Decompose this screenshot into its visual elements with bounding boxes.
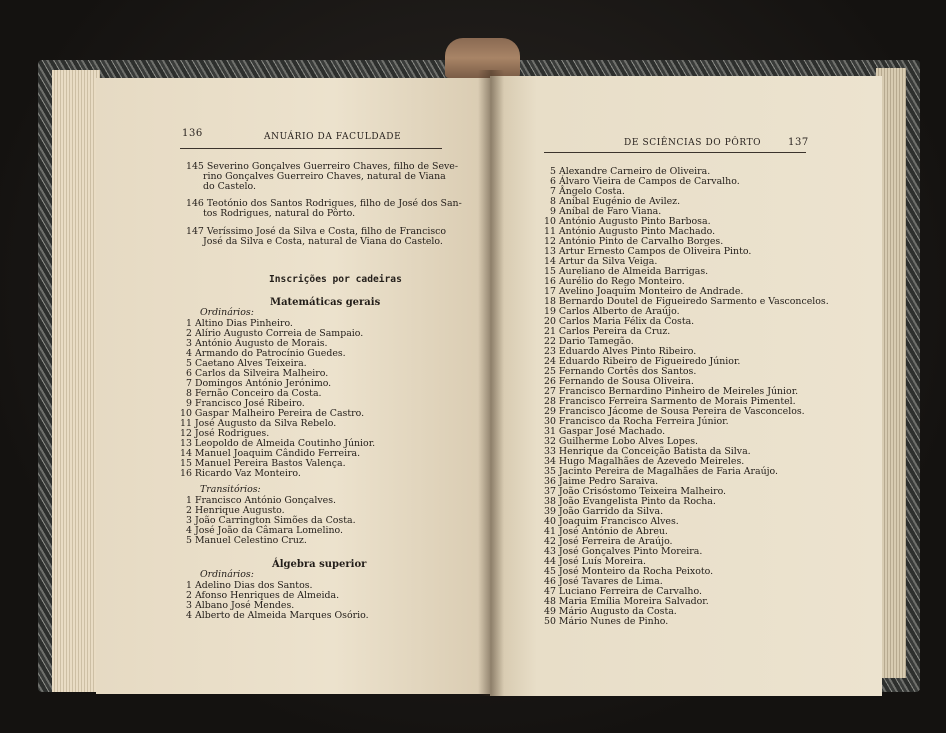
page-edges-left bbox=[52, 70, 100, 692]
group-label-ordinarios: Ordinários: bbox=[200, 569, 254, 580]
list-item: 33 Henrique da Conceição Batista da Silva. bbox=[544, 446, 751, 457]
list-item: 31 Gaspar José Machado. bbox=[544, 426, 666, 437]
subject-title-algebra: Álgebra superior bbox=[272, 559, 367, 570]
list-item: 2 Alírio Augusto Correia de Sampaio. bbox=[186, 328, 364, 339]
list-item: 19 Carlos Alberto de Araújo. bbox=[544, 306, 680, 317]
list-item: 5 Alexandre Carneiro de Oliveira. bbox=[550, 166, 711, 177]
left-page-number: 136 bbox=[182, 128, 203, 139]
list-item: 15 Aureliano de Almeida Barrigas. bbox=[544, 266, 709, 277]
list-item: 24 Eduardo Ribeiro de Figueiredo Júnior. bbox=[544, 356, 741, 367]
group-label-ordinarios: Ordinários: bbox=[200, 307, 254, 318]
list-item: 3 António Augusto de Morais. bbox=[186, 338, 328, 349]
list-item: 45 José Monteiro da Rocha Peixoto. bbox=[544, 566, 714, 577]
list-item: 9 Francisco José Ribeiro. bbox=[186, 398, 305, 409]
list-item: 12 António Pinto de Carvalho Borges. bbox=[544, 236, 724, 247]
right-running-head: DE SCIÊNCIAS DO PÔRTO bbox=[624, 138, 762, 148]
list-item: 7 Domingos António Jerónimo. bbox=[186, 378, 332, 389]
list-item: 50 Mário Nunes de Pinho. bbox=[544, 616, 669, 627]
list-item: 41 José António de Abreu. bbox=[544, 526, 668, 537]
right-page bbox=[490, 76, 882, 696]
list-item: 48 Maria Emília Moreira Salvador. bbox=[544, 596, 709, 607]
list-item: 27 Francisco Bernardino Pinheiro de Meireles Júnior. bbox=[544, 386, 799, 397]
list-item: 1 Altino Dias Pinheiro. bbox=[186, 318, 293, 329]
list-item: 13 Artur Ernesto Campos de Oliveira Pinto. bbox=[544, 246, 752, 257]
left-page bbox=[96, 78, 492, 694]
list-item: 8 Fernão Conceiro da Costa. bbox=[186, 388, 322, 399]
list-item: 32 Guilherme Lobo Alves Lopes. bbox=[544, 436, 699, 447]
entry-147: 147 Veríssimo José da Silva e Costa, filho de Francisco José da Silva e Costa, natural de Viana do Castelo. bbox=[186, 226, 447, 247]
list-item: 15 Manuel Pereira Bastos Valença. bbox=[180, 458, 346, 469]
list-item: 37 João Crisóstomo Teixeira Malheiro. bbox=[544, 486, 727, 497]
list-item: 5 Manuel Celestino Cruz. bbox=[186, 535, 307, 546]
right-page-number: 137 bbox=[788, 137, 809, 148]
list-item: 7 Ângelo Costa. bbox=[550, 186, 625, 197]
list-item: 11 António Augusto Pinto Machado. bbox=[544, 226, 716, 237]
list-item: 22 Dario Tamegão. bbox=[544, 336, 634, 347]
left-running-head: ANUÁRIO DA FACULDADE bbox=[264, 132, 402, 142]
list-item: 4 José João da Câmara Lomelino. bbox=[186, 525, 343, 536]
list-item: 1 Francisco António Gonçalves. bbox=[186, 495, 337, 506]
list-item: 2 Afonso Henriques de Almeida. bbox=[186, 590, 340, 601]
list-item: 3 Albano José Mendes. bbox=[186, 600, 295, 611]
list-item: 34 Hugo Magalhães de Azevedo Meireles. bbox=[544, 456, 745, 467]
list-item: 14 Manuel Joaquim Cândido Ferreira. bbox=[180, 448, 361, 459]
list-item: 2 Henrique Augusto. bbox=[186, 505, 285, 516]
list-item: 35 Jacinto Pereira de Magalhães de Faria Araújo. bbox=[544, 466, 779, 477]
list-item: 6 Álvaro Vieira de Campos de Carvalho. bbox=[550, 176, 740, 187]
list-item: 26 Fernando de Sousa Oliveira. bbox=[544, 376, 694, 387]
list-item: 36 Jaime Pedro Saraiva. bbox=[544, 476, 659, 487]
list-item: 10 Gaspar Malheiro Pereira de Castro. bbox=[180, 408, 365, 419]
list-item: 20 Carlos Maria Félix da Costa. bbox=[544, 316, 695, 327]
list-item: 43 José Gonçalves Pinto Moreira. bbox=[544, 546, 703, 557]
section-title: Inscrições por cadeiras bbox=[269, 274, 402, 285]
list-item: 21 Carlos Pereira da Cruz. bbox=[544, 326, 671, 337]
list-item: 13 Leopoldo de Almeida Coutinho Júnior. bbox=[180, 438, 376, 449]
list-item: 47 Luciano Ferreira de Carvalho. bbox=[544, 586, 702, 597]
list-item: 14 Artur da Silva Veiga. bbox=[544, 256, 658, 267]
list-item: 11 José Augusto da Silva Rebelo. bbox=[180, 418, 337, 429]
right-header-rule bbox=[544, 152, 806, 153]
list-item: 44 José Luís Moreira. bbox=[544, 556, 647, 567]
list-item: 23 Eduardo Alves Pinto Ribeiro. bbox=[544, 346, 697, 357]
subject-title-mathematics: Matemáticas gerais bbox=[270, 297, 381, 308]
list-item: 17 Avelino Joaquim Monteiro de Andrade. bbox=[544, 286, 744, 297]
list-item: 1 Adelino Dias dos Santos. bbox=[186, 580, 313, 591]
list-item: 4 Armando do Patrocínio Guedes. bbox=[186, 348, 346, 359]
list-item: 38 João Evangelista Pinto da Rocha. bbox=[544, 496, 716, 507]
list-item: 10 António Augusto Pinto Barbosa. bbox=[544, 216, 711, 227]
left-header-rule bbox=[180, 148, 442, 149]
list-item: 39 João Garrido da Silva. bbox=[544, 506, 664, 517]
list-item: 6 Carlos da Silveira Malheiro. bbox=[186, 368, 329, 379]
list-item: 42 José Ferreira de Araújo. bbox=[544, 536, 673, 547]
list-item: 12 José Rodrigues. bbox=[180, 428, 270, 439]
group-label-transitorios: Transitórios: bbox=[200, 484, 261, 495]
entry-146: 146 Teotónio dos Santos Rodrigues, filho de José dos San- tos Rodrigues, natural do Pôrto. bbox=[186, 198, 462, 219]
list-item: 16 Ricardo Vaz Monteiro. bbox=[180, 468, 301, 479]
list-item: 9 Aníbal de Faro Viana. bbox=[550, 206, 662, 217]
list-item: 4 Alberto de Almeida Marques Osório. bbox=[186, 610, 369, 621]
list-item: 3 João Carrington Simões da Costa. bbox=[186, 515, 356, 526]
book-gutter bbox=[478, 70, 504, 696]
list-item: 28 Francisco Ferreira Sarmento de Morais Pimentel. bbox=[544, 396, 796, 407]
list-item: 25 Fernando Cortês dos Santos. bbox=[544, 366, 697, 377]
list-item: 30 Francisco da Rocha Ferreira Júnior. bbox=[544, 416, 729, 427]
list-item: 49 Mário Augusto da Costa. bbox=[544, 606, 677, 617]
list-item: 29 Francisco Jácome de Sousa Pereira de Vasconcelos. bbox=[544, 406, 805, 417]
list-item: 18 Bernardo Doutel de Figueiredo Sarmento e Vasconcelos. bbox=[544, 296, 829, 307]
list-item: 5 Caetano Alves Teixeira. bbox=[186, 358, 307, 369]
list-item: 8 Aníbal Eugénio de Avilez. bbox=[550, 196, 681, 207]
list-item: 16 Aurélio do Rego Monteiro. bbox=[544, 276, 685, 287]
list-item: 46 José Tavares de Lima. bbox=[544, 576, 663, 587]
entry-145: 145 Severino Gonçalves Guerreiro Chaves, filho de Seve- rino Gonçalves Guerreiro Chaves, natural de Viana do Castelo. bbox=[186, 161, 459, 192]
list-item: 40 Joaquim Francisco Alves. bbox=[544, 516, 679, 527]
